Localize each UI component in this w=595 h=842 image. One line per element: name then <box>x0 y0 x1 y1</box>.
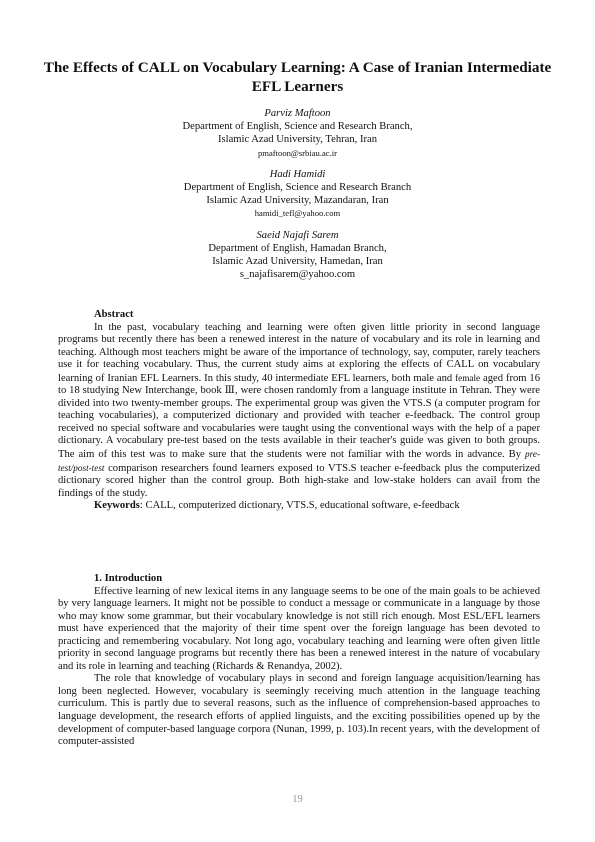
abstract-section <box>58 309 540 513</box>
abstract-text-italic: pre-test/post-test <box>58 449 541 473</box>
keywords-label: Keywords <box>94 500 140 512</box>
abstract-text-part: female <box>455 372 481 383</box>
keywords-text: : CALL, computerized dictionary, VTS.S, educational software, e-feedback <box>139 500 460 512</box>
author-affiliation: Islamic Azad University, Hamedan, Iran <box>212 256 383 268</box>
author-block-3 <box>40 229 555 282</box>
introduction-paragraph: The role that knowledge of vocabulary plays in second and foreign language acquisition/learning has long been neglected. However, vocabulary is seemingly receiving much attention in the language teaching curriculum. This is partly due to several reasons, such as the influence of comprehension-based approaches to language development, the research efforts of applied linguists, and the exciting possibilities opened up by the development of computer-based language corpora (Nunan, 1999, p. 103).In recent years, with the development of computer-assisted <box>58 673 540 748</box>
author-affiliation: Department of English, Hamadan Branch, <box>208 242 387 254</box>
introduction-section <box>58 573 540 749</box>
author-name: Saeid Najafi Sarem <box>256 229 339 241</box>
author-email: pmaftoon@srbiau.ac.ir <box>257 147 338 158</box>
author-affiliation: Department of English, Science and Research Branch <box>183 182 412 194</box>
abstract-heading: Abstract <box>94 309 134 320</box>
author-email: s_najafisarem@yahoo.com <box>239 269 356 281</box>
author-affiliation: Department of English, Science and Research Branch, <box>182 121 413 133</box>
author-list <box>40 107 555 289</box>
author-name: Parviz Maftoon <box>264 108 331 119</box>
abstract-text-part: comparison researchers found learners exposed to VTS.S teacher e-feedback plus the computerized dictionary scored higher than the control group. Both high-stake and low-stake holders can avail from the findings of the study. <box>58 462 540 499</box>
author-email: hamidi_tefl@yahoo.com <box>254 208 341 219</box>
introduction-paragraph: Effective learning of new lexical items in any language seems to be one of the main goals to be achieved by very language learners. It might not be possible to conduct a message or communicate in a language by those who may know some grammar, but their vocabulary knowledge is not still rich enough. Most ESL/EFL learners must have experienced that the majority of their time spent over the foreign language has been devoted to practicing and remembering vocabulary. Not long ago, vocabulary teaching and learning were often given little priority in second language programs but recently there has been a renewed interest in the nature of vocabulary and its role in learning and teaching (Richards & Renandya, 2002). <box>58 585 540 672</box>
author-block-2 <box>40 168 555 221</box>
abstract-text-part: In the past, vocabulary teaching and learning were often given little priority in second language programs but recently there has been a renewed interest in the nature of vocabulary and its role in learning and teaching. Although most teachers might be aware of the importance of technology, say, computer, rarely teachers use it for teaching vocabulary. Thus, the current study aims at exploring the effects of CALL on vocabulary learning of Iranian EFL Learners. In this study, 40 intermediate EFL learners, both male and <box>58 321 540 384</box>
abstract-text-part: aged from 16 to 18 studying New Interchange, book Ⅲ, were chosen randomly from a language institute in Tehran. They were divided into two twenty-member groups. The experimental group was given the VTS.S (a computer program for teaching vocabularies), a computerized dictionary and provided with teacher e-feedback. The control group received no special software and vocabularies were taught using the conventional ways with the help of a paper dictionary. A vocabulary pre-test based on the tests available in their teacher's guide was given to both groups. The aim of this test was to make sure that the students were not familiar with the words in advance. By <box>58 372 541 461</box>
author-affiliation: Islamic Azad University, Tehran, Iran <box>218 134 377 146</box>
paper-title: The Effects of CALL on Vocabulary Learning: A Case of Iranian Intermediate EFL Learners <box>43 59 552 95</box>
introduction-heading: 1. Introduction <box>94 573 163 584</box>
author-affiliation: Islamic Azad University, Mazandaran, Iran <box>206 195 389 207</box>
author-name: Hadi Hamidi <box>269 168 326 180</box>
keywords-line <box>94 500 540 513</box>
abstract-text <box>58 322 540 501</box>
page-number: 19 <box>292 794 303 805</box>
author-block-1 <box>40 107 555 160</box>
